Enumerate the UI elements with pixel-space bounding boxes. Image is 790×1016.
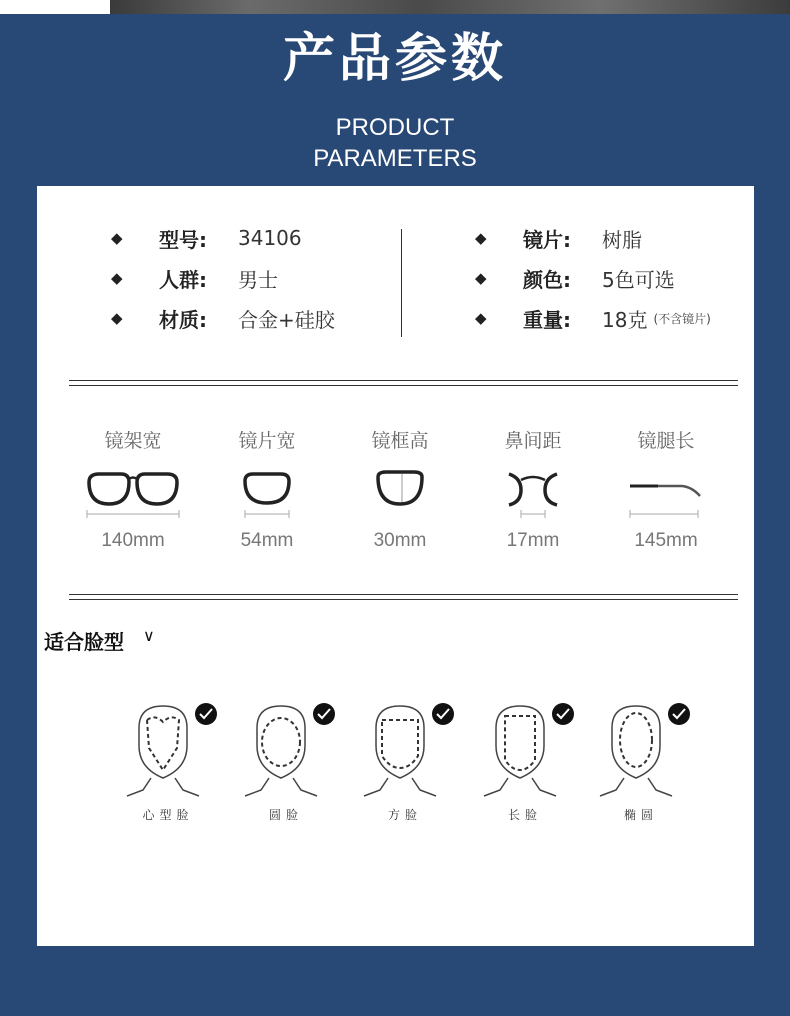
lens-width-icon [241,468,293,518]
spec-row-material [111,298,335,338]
measure-lens-width [197,426,337,552]
diamond-bullet-icon: ◆ [475,229,487,247]
specs-right-column [475,218,711,338]
spec-row-lens [475,218,711,258]
long-face-icon [470,698,580,798]
diamond-bullet-icon: ◆ [111,229,123,247]
full-frame-width-icon [85,468,181,518]
face-item-round [231,698,341,823]
checkmark-icon [432,703,454,725]
measure-value: 145mm [634,530,698,551]
face-item-oval [586,698,696,823]
measure-label: 镜架宽 [104,430,162,452]
spec-divider [401,229,402,337]
measure-value: 54mm [240,530,294,551]
measure-temple-length [596,426,736,552]
checkmark-icon [313,703,335,725]
subtitle-line-1: PRODUCT [335,114,455,141]
spec-row-model [111,218,335,258]
spec-value: 5色可选 [602,267,675,292]
measure-value: 30mm [373,530,427,551]
spec-label: 人群: [159,267,207,292]
top-banner-strip [0,0,790,14]
spec-note: (不含镜片) [653,311,711,326]
face-label: 方脸 [387,808,422,822]
checkmark-icon [552,703,574,725]
spec-label: 颜色: [523,267,571,292]
bridge-width-icon [505,468,561,518]
spec-row-weight [475,298,711,338]
spec-value: 18克 [602,307,648,332]
face-item-heart [113,698,223,823]
temple-length-icon [628,468,704,518]
spec-label: 材质: [159,307,207,332]
measure-lens-height [330,426,470,552]
specs-left-column [111,218,335,338]
face-label: 椭圆 [623,808,658,822]
face-item-square [350,698,460,823]
round-face-icon [231,698,341,798]
chevron-down-icon[interactable]: ∨ [143,626,155,645]
measure-label: 鼻间距 [504,430,562,452]
section-divider [69,594,738,600]
lens-height-icon [374,468,426,518]
checkmark-icon [668,703,690,725]
diamond-bullet-icon: ◆ [111,269,123,287]
face-section-heading: 适合脸型 [44,630,124,654]
checkmark-icon [195,703,217,725]
spec-value: 树脂 [602,227,642,252]
spec-value: 合金+硅胶 [238,307,335,332]
spec-value: 男士 [238,267,278,292]
measure-label: 镜框高 [371,430,429,452]
face-label: 长脸 [507,808,542,822]
spec-value: 34106 [238,226,302,250]
diamond-bullet-icon: ◆ [475,309,487,327]
spec-row-audience [111,258,335,298]
diamond-bullet-icon: ◆ [111,309,123,327]
measure-value: 140mm [101,530,165,551]
measure-bridge-width [463,426,603,552]
face-label: 圆脸 [268,808,303,822]
measure-frame-width [63,426,203,552]
page-title: 产品参数 [282,29,507,89]
diamond-bullet-icon: ◆ [475,269,487,287]
measure-label: 镜片宽 [238,430,296,452]
spec-label: 型号: [159,227,207,252]
square-face-icon [350,698,460,798]
measure-value: 17mm [506,530,560,551]
spec-label: 重量: [523,307,571,332]
spec-row-color [475,258,711,298]
section-divider [69,380,738,386]
measure-label: 镜腿长 [637,430,695,452]
subtitle-line-2: PARAMETERS [313,145,477,172]
face-label: 心型脸 [142,808,194,822]
spec-label: 镜片: [523,227,571,252]
heart-face-icon [113,698,223,798]
page-subtitle [0,112,790,174]
parameters-panel [37,186,754,946]
face-item-long [470,698,580,823]
oval-face-icon [586,698,696,798]
